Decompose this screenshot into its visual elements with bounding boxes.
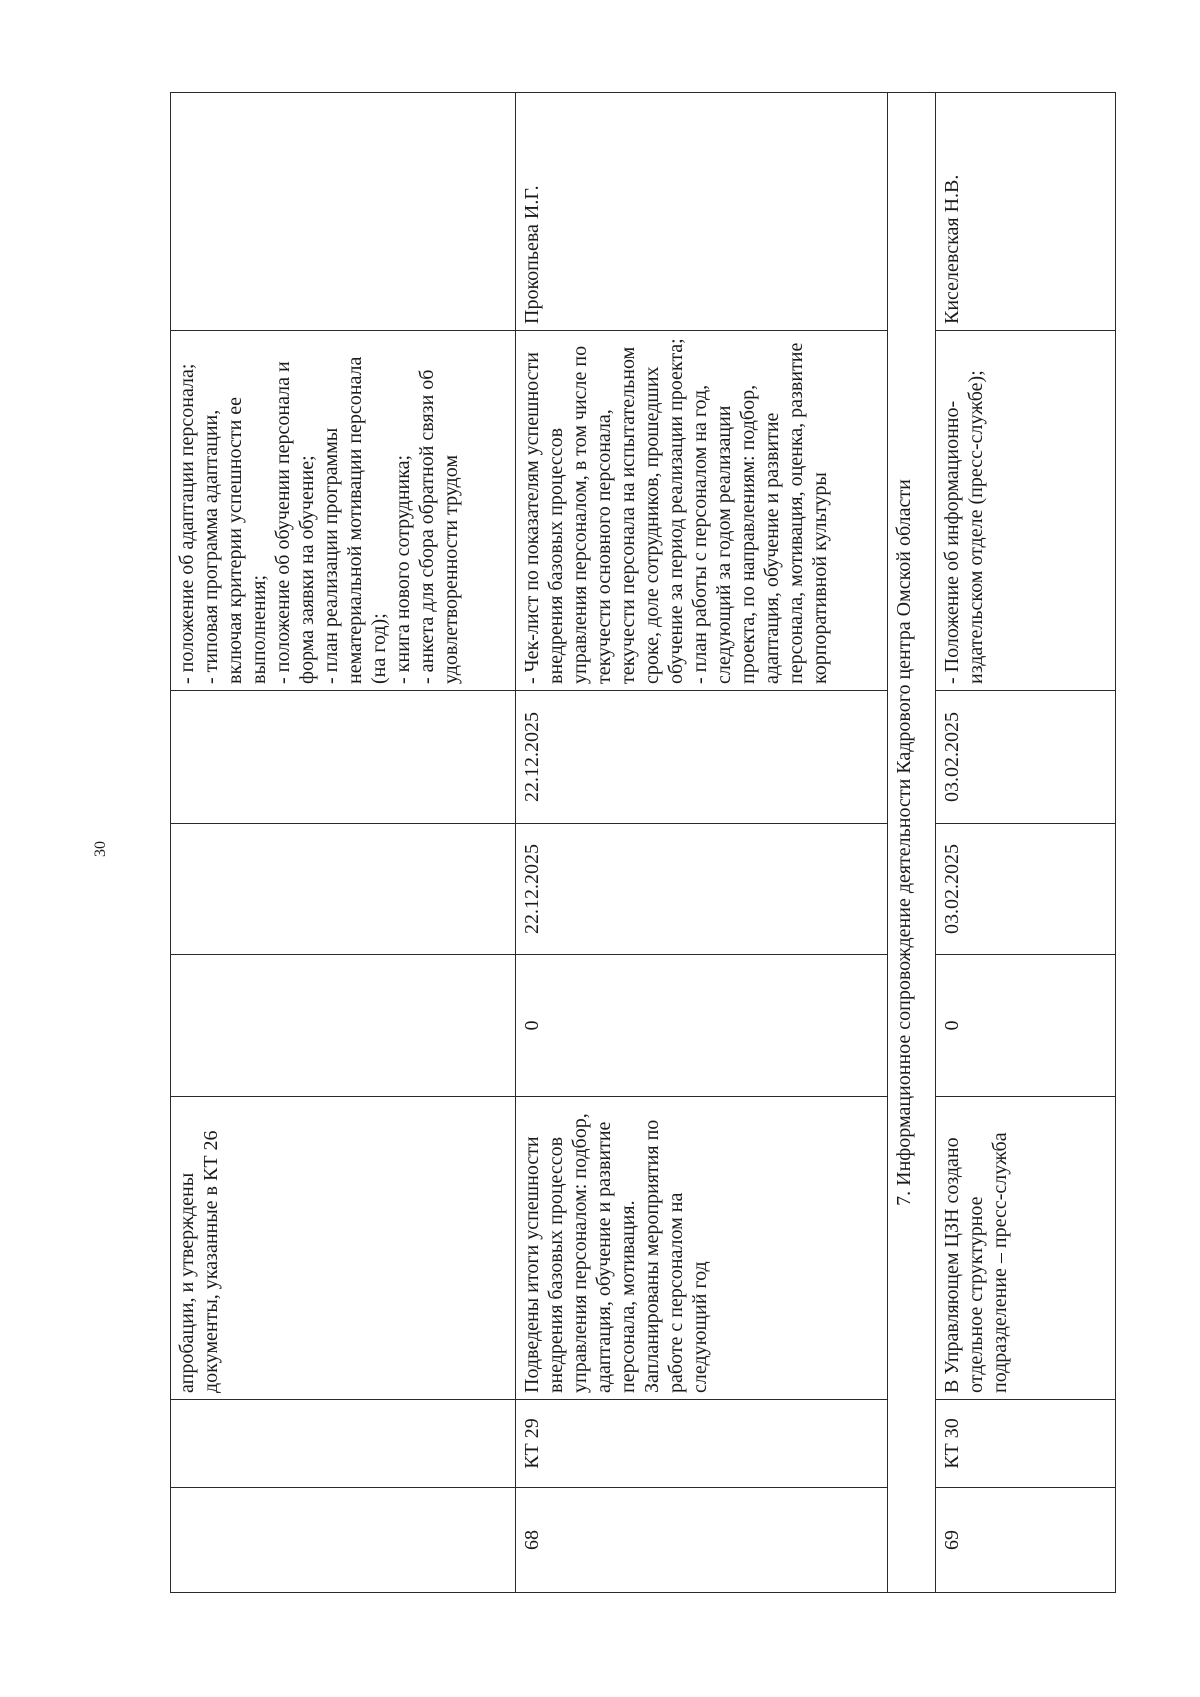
document-item: - типовая программа адаптации, включая критерии успешности ее выполнения; — [200, 396, 270, 684]
result-text: апробации, и утверждены документы, указанные в КТ 26 — [176, 1130, 222, 1393]
section-row — [888, 93, 936, 1593]
table-row — [936, 93, 1116, 1593]
value-cell — [171, 955, 516, 1097]
document-item: - анкета для сбора обратной связи об удовлетворенности трудом — [416, 369, 462, 684]
row-number-cell: 68 — [516, 1488, 888, 1593]
value-cell: 0 — [516, 955, 888, 1097]
start-date-cell: 22.12.2025 — [516, 824, 888, 955]
page-number: 30 — [92, 841, 109, 857]
section-title: 7. Информационное сопровождение деятельности Кадрового центра Омской области — [888, 93, 936, 1593]
document-item: - Положение об информационно-издательском отделе (пресс-службе); — [941, 370, 987, 684]
value-cell: 0 — [936, 955, 1116, 1097]
plan-table — [170, 92, 1116, 1593]
document-item: - книга нового сотрудника; — [392, 454, 414, 684]
end-date-cell: 22.12.2025 — [516, 691, 888, 824]
plan-sheet — [170, 93, 1120, 1593]
document-item: - положение об адаптации персонала; — [176, 363, 198, 684]
result-cell: В Управляющем ЦЗН создано отдельное структурное подразделение – пресс-служба — [936, 1097, 1116, 1400]
responsible-cell: Прокопьева И.Г. — [516, 93, 888, 331]
document-item: - план реализации программы нематериальной мотивации персонала (на год); — [320, 356, 390, 684]
table-row — [171, 93, 516, 1593]
table-row — [516, 93, 888, 1593]
responsible-cell: Киселевская Н.В. — [936, 93, 1116, 331]
start-date-cell: 03.02.2025 — [936, 824, 1116, 955]
row-number-cell: 69 — [936, 1488, 1116, 1593]
result-cell — [171, 1097, 516, 1400]
documents-cell — [171, 331, 516, 691]
document-item: - план работы с персоналом на год, следующий за годом реализации проекта, по направлениям: подбор, адаптация, обучение и развитие персонала, мотивация, оценка, развитие корпоративной культуры — [689, 342, 831, 684]
end-date-cell — [171, 691, 516, 824]
documents-cell — [936, 331, 1116, 691]
start-date-cell — [171, 824, 516, 955]
control-point-cell: КТ 29 — [516, 1400, 888, 1488]
row-number-cell — [171, 1488, 516, 1593]
end-date-cell: 03.02.2025 — [936, 691, 1116, 824]
responsible-cell — [171, 93, 516, 331]
result-cell: Подведены итоги успешности внедрения базовых процессов управления персоналом: подбор, адаптация, обучение и развитие персонала, мотивация. Запланированы мероприятия по работе с персоналом на следующий год — [516, 1097, 888, 1400]
document-item: - Чек-лист по показателям успешности внедрения базовых процессов управления персоналом, в том числе по текучести основного персонала, текучести персонала на испытательном сроке, доле сотрудников, прошедших обучение за период реализации проекта; — [521, 338, 687, 684]
document-item: - положение об обучении персонала и форма заявки на обучение; — [272, 361, 318, 684]
documents-cell — [516, 331, 888, 691]
control-point-cell: КТ 30 — [936, 1400, 1116, 1488]
control-point-cell — [171, 1400, 516, 1488]
